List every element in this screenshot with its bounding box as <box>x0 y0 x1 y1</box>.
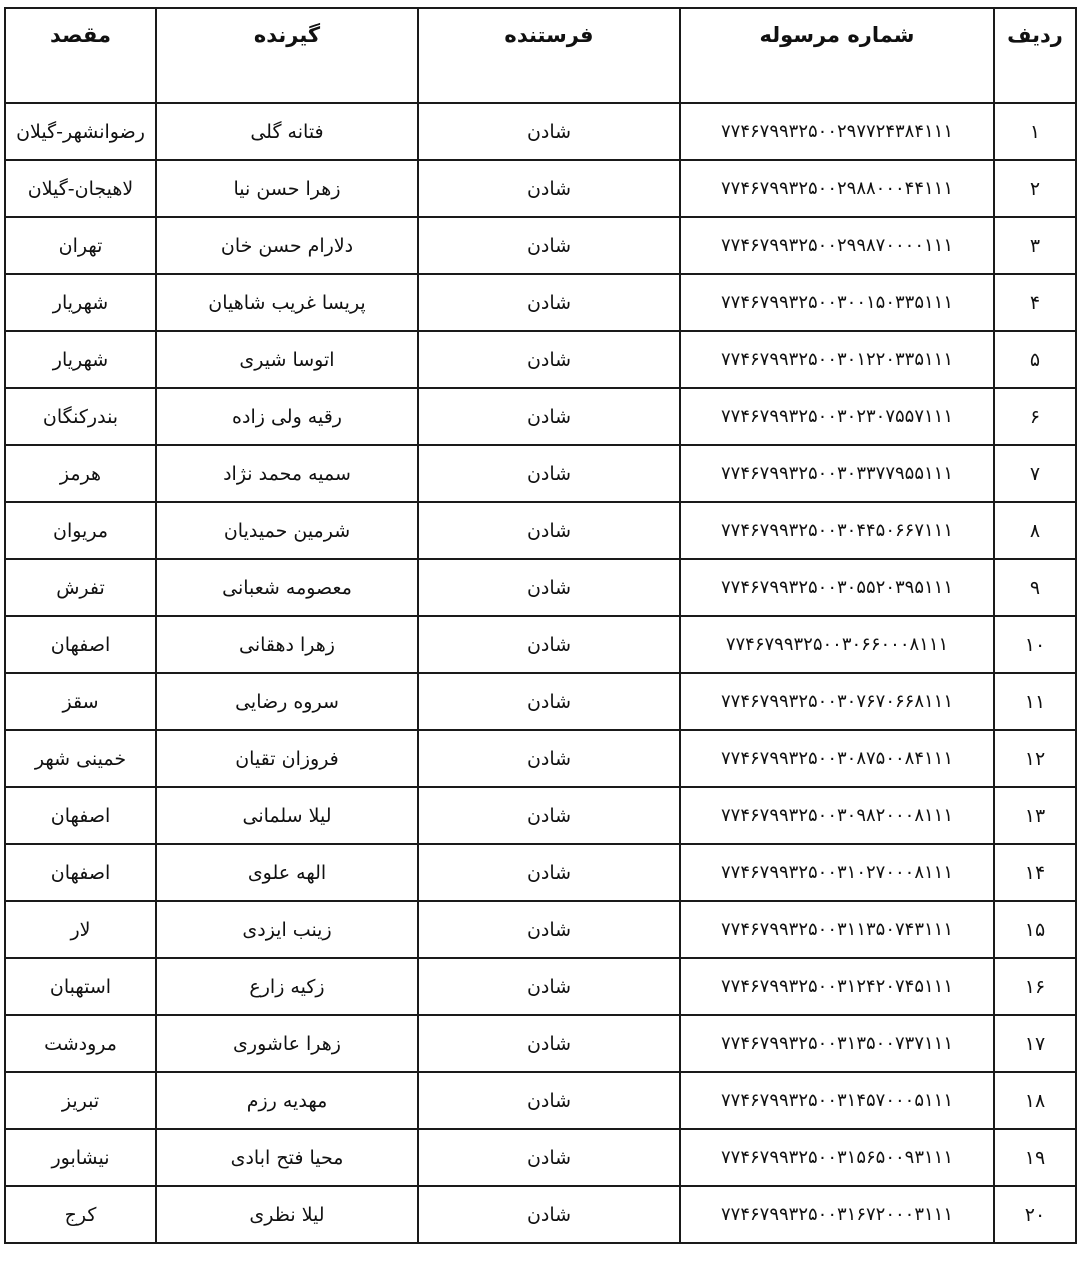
row-index-cell: ۹ <box>994 559 1076 616</box>
table-row <box>5 1186 1076 1243</box>
receiver-cell: الهه علوی <box>156 844 418 901</box>
tracking-number-cell: ۷۷۴۶۷۹۹۳۲۵۰۰۳۰۵۵۲۰۳۹۵۱۱۱ <box>680 559 994 616</box>
tracking-number-cell: ۷۷۴۶۷۹۹۳۲۵۰۰۳۱۱۳۵۰۷۴۳۱۱۱ <box>680 901 994 958</box>
sender-cell: شادن <box>418 1015 680 1072</box>
table-row <box>5 502 1076 559</box>
row-index-cell: ۷ <box>994 445 1076 502</box>
destination-cell: کرج <box>5 1186 156 1243</box>
tracking-number-cell: ۷۷۴۶۷۹۹۳۲۵۰۰۲۹۸۸۰۰۰۴۴۱۱۱ <box>680 160 994 217</box>
destination-cell: شهریار <box>5 274 156 331</box>
receiver-cell: لیلا سلمانی <box>156 787 418 844</box>
destination-cell: لاهیجان-گیلان <box>5 160 156 217</box>
row-index-cell: ۵ <box>994 331 1076 388</box>
destination-cell: اصفهان <box>5 844 156 901</box>
tracking-number-cell: ۷۷۴۶۷۹۹۳۲۵۰۰۳۰۲۳۰۷۵۵۷۱۱۱ <box>680 388 994 445</box>
destination-cell: هرمز <box>5 445 156 502</box>
tracking-number-cell: ۷۷۴۶۷۹۹۳۲۵۰۰۳۰۸۷۵۰۰۸۴۱۱۱ <box>680 730 994 787</box>
receiver-cell: رقیه ولی زاده <box>156 388 418 445</box>
destination-cell: لار <box>5 901 156 958</box>
sender-cell: شادن <box>418 274 680 331</box>
sender-cell: شادن <box>418 901 680 958</box>
shipments-table <box>4 7 1077 1244</box>
row-index-cell: ۱۸ <box>994 1072 1076 1129</box>
tracking-number-cell: ۷۷۴۶۷۹۹۳۲۵۰۰۳۰۹۸۲۰۰۰۸۱۱۱ <box>680 787 994 844</box>
destination-cell: نیشابور <box>5 1129 156 1186</box>
receiver-cell: شرمین حمیدیان <box>156 502 418 559</box>
table-row <box>5 616 1076 673</box>
row-index-cell: ۱۱ <box>994 673 1076 730</box>
sender-cell: شادن <box>418 1186 680 1243</box>
sender-cell: شادن <box>418 958 680 1015</box>
sender-cell: شادن <box>418 673 680 730</box>
header-index: ردیف <box>994 8 1076 103</box>
tracking-number-cell: ۷۷۴۶۷۹۹۳۲۵۰۰۳۰۰۱۵۰۳۳۵۱۱۱ <box>680 274 994 331</box>
row-index-cell: ۸ <box>994 502 1076 559</box>
row-index-cell: ۱۵ <box>994 901 1076 958</box>
receiver-cell: زهرا عاشوری <box>156 1015 418 1072</box>
sender-cell: شادن <box>418 160 680 217</box>
header-tracking-number: شماره مرسوله <box>680 8 994 103</box>
table-body <box>5 103 1076 1243</box>
destination-cell: تبریز <box>5 1072 156 1129</box>
table-row <box>5 901 1076 958</box>
sender-cell: شادن <box>418 103 680 160</box>
destination-cell: مرودشت <box>5 1015 156 1072</box>
sender-cell: شادن <box>418 217 680 274</box>
tracking-number-cell: ۷۷۴۶۷۹۹۳۲۵۰۰۲۹۷۷۲۴۳۸۴۱۱۱ <box>680 103 994 160</box>
destination-cell: بندرکنگان <box>5 388 156 445</box>
sender-cell: شادن <box>418 559 680 616</box>
tracking-number-cell: ۷۷۴۶۷۹۹۳۲۵۰۰۳۱۶۷۲۰۰۰۳۱۱۱ <box>680 1186 994 1243</box>
receiver-cell: سمیه محمد نژاد <box>156 445 418 502</box>
sender-cell: شادن <box>418 388 680 445</box>
tracking-number-cell: ۷۷۴۶۷۹۹۳۲۵۰۰۳۱۲۴۲۰۷۴۵۱۱۱ <box>680 958 994 1015</box>
table-row <box>5 103 1076 160</box>
tracking-number-cell: ۷۷۴۶۷۹۹۳۲۵۰۰۳۰۶۶۰۰۰۸۱۱۱ <box>680 616 994 673</box>
destination-cell: استهبان <box>5 958 156 1015</box>
receiver-cell: زهرا دهقانی <box>156 616 418 673</box>
table-row <box>5 730 1076 787</box>
row-index-cell: ۳ <box>994 217 1076 274</box>
row-index-cell: ۴ <box>994 274 1076 331</box>
tracking-number-cell: ۷۷۴۶۷۹۹۳۲۵۰۰۳۰۱۲۲۰۳۳۵۱۱۱ <box>680 331 994 388</box>
row-index-cell: ۲ <box>994 160 1076 217</box>
destination-cell: اصفهان <box>5 616 156 673</box>
sender-cell: شادن <box>418 730 680 787</box>
receiver-cell: معصومه شعبانی <box>156 559 418 616</box>
receiver-cell: مهدیه رزم <box>156 1072 418 1129</box>
receiver-cell: محیا فتح ابادی <box>156 1129 418 1186</box>
receiver-cell: پریسا غریب شاهیان <box>156 274 418 331</box>
shipments-sheet <box>4 7 1075 1244</box>
tracking-number-cell: ۷۷۴۶۷۹۹۳۲۵۰۰۳۱۰۲۷۰۰۰۸۱۱۱ <box>680 844 994 901</box>
table-row <box>5 844 1076 901</box>
sender-cell: شادن <box>418 331 680 388</box>
receiver-cell: فروزان تقیان <box>156 730 418 787</box>
receiver-cell: زینب ایزدی <box>156 901 418 958</box>
row-index-cell: ۱۰ <box>994 616 1076 673</box>
table-row <box>5 160 1076 217</box>
table-row <box>5 958 1076 1015</box>
row-index-cell: ۱۶ <box>994 958 1076 1015</box>
tracking-number-cell: ۷۷۴۶۷۹۹۳۲۵۰۰۳۰۷۶۷۰۶۶۸۱۱۱ <box>680 673 994 730</box>
destination-cell: شهریار <box>5 331 156 388</box>
sender-cell: شادن <box>418 445 680 502</box>
sender-cell: شادن <box>418 1072 680 1129</box>
row-index-cell: ۱ <box>994 103 1076 160</box>
destination-cell: سقز <box>5 673 156 730</box>
header-destination: مقصد <box>5 8 156 103</box>
sender-cell: شادن <box>418 844 680 901</box>
receiver-cell: زهرا حسن نیا <box>156 160 418 217</box>
table-row <box>5 1015 1076 1072</box>
row-index-cell: ۱۳ <box>994 787 1076 844</box>
table-row <box>5 1129 1076 1186</box>
tracking-number-cell: ۷۷۴۶۷۹۹۳۲۵۰۰۳۰۳۳۷۷۹۵۵۱۱۱ <box>680 445 994 502</box>
sender-cell: شادن <box>418 502 680 559</box>
row-index-cell: ۲۰ <box>994 1186 1076 1243</box>
destination-cell: مریوان <box>5 502 156 559</box>
receiver-cell: سروه رضایی <box>156 673 418 730</box>
destination-cell: تهران <box>5 217 156 274</box>
table-row <box>5 673 1076 730</box>
header-receiver: گیرنده <box>156 8 418 103</box>
destination-cell: رضوانشهر-گیلان <box>5 103 156 160</box>
destination-cell: اصفهان <box>5 787 156 844</box>
table-row <box>5 388 1076 445</box>
row-index-cell: ۶ <box>994 388 1076 445</box>
tracking-number-cell: ۷۷۴۶۷۹۹۳۲۵۰۰۳۱۴۵۷۰۰۰۵۱۱۱ <box>680 1072 994 1129</box>
table-row <box>5 445 1076 502</box>
header-sender: فرستنده <box>418 8 680 103</box>
tracking-number-cell: ۷۷۴۶۷۹۹۳۲۵۰۰۳۱۳۵۰۰۷۳۷۱۱۱ <box>680 1015 994 1072</box>
receiver-cell: اتوسا شیری <box>156 331 418 388</box>
table-row <box>5 331 1076 388</box>
receiver-cell: زکیه زارع <box>156 958 418 1015</box>
row-index-cell: ۱۹ <box>994 1129 1076 1186</box>
sender-cell: شادن <box>418 787 680 844</box>
row-index-cell: ۱۲ <box>994 730 1076 787</box>
tracking-number-cell: ۷۷۴۶۷۹۹۳۲۵۰۰۳۰۴۴۵۰۶۶۷۱۱۱ <box>680 502 994 559</box>
table-row <box>5 559 1076 616</box>
table-row <box>5 1072 1076 1129</box>
destination-cell: خمینی شهر <box>5 730 156 787</box>
table-row <box>5 217 1076 274</box>
row-index-cell: ۱۴ <box>994 844 1076 901</box>
header-row <box>5 8 1076 103</box>
tracking-number-cell: ۷۷۴۶۷۹۹۳۲۵۰۰۲۹۹۸۷۰۰۰۰۱۱۱ <box>680 217 994 274</box>
table-row <box>5 274 1076 331</box>
table-row <box>5 787 1076 844</box>
sender-cell: شادن <box>418 1129 680 1186</box>
receiver-cell: لیلا نظری <box>156 1186 418 1243</box>
sender-cell: شادن <box>418 616 680 673</box>
tracking-number-cell: ۷۷۴۶۷۹۹۳۲۵۰۰۳۱۵۶۵۰۰۹۳۱۱۱ <box>680 1129 994 1186</box>
receiver-cell: فتانه گلی <box>156 103 418 160</box>
receiver-cell: دلارام حسن خان <box>156 217 418 274</box>
row-index-cell: ۱۷ <box>994 1015 1076 1072</box>
destination-cell: تفرش <box>5 559 156 616</box>
